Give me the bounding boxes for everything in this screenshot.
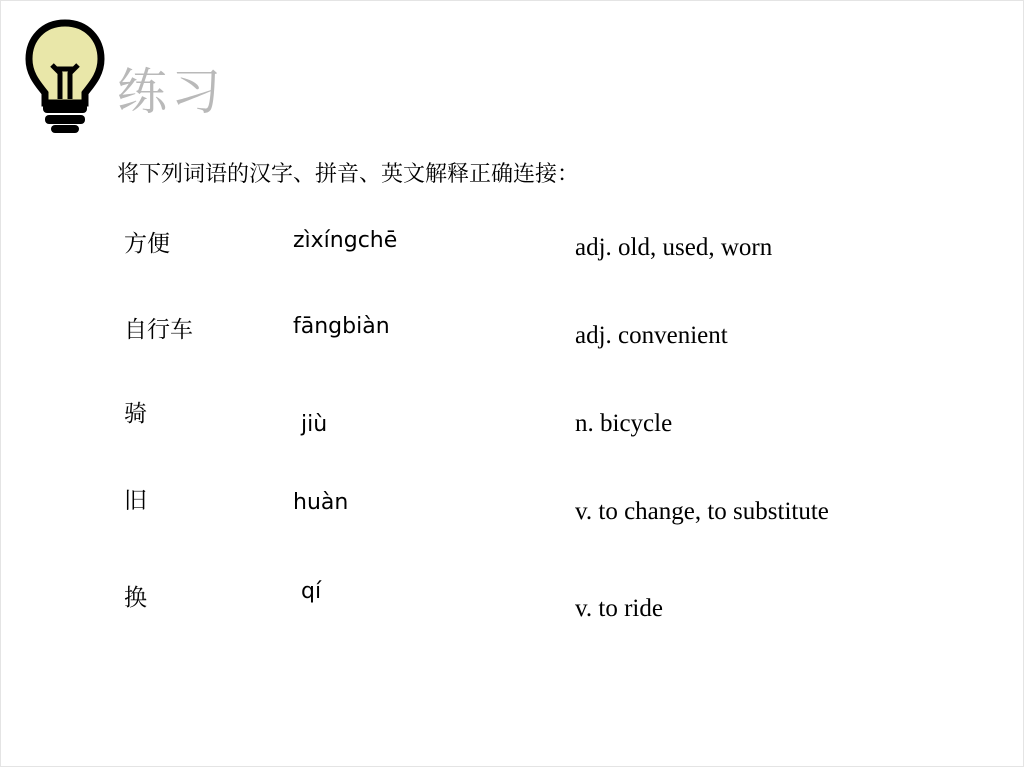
english-definition-3: n. bicycle [575, 410, 673, 437]
chinese-word-2: 自行车 [124, 317, 193, 343]
slide-title: 练习 [117, 63, 225, 121]
pinyin-3: jiù [301, 412, 328, 437]
pinyin-5: qí [301, 579, 322, 604]
chinese-word-5: 换 [124, 585, 147, 611]
chinese-word-3: 骑 [124, 401, 147, 427]
english-definition-2: adj. convenient [575, 322, 728, 349]
pinyin-4: huàn [293, 490, 349, 515]
pinyin-2: fāngbiàn [293, 314, 390, 339]
english-definition-5: v. to ride [575, 595, 663, 622]
english-definition-1: adj. old, used, worn [575, 234, 773, 261]
pinyin-1: zìxíngchē [293, 228, 398, 253]
english-definition-4: v. to change, to substitute [575, 498, 829, 525]
instruction-text: 将下列词语的汉字、拼音、英文解释正确连接： [117, 162, 580, 187]
chinese-word-1: 方便 [124, 231, 170, 257]
chinese-word-4: 旧 [124, 488, 147, 514]
light-bulb-icon [25, 19, 105, 135]
